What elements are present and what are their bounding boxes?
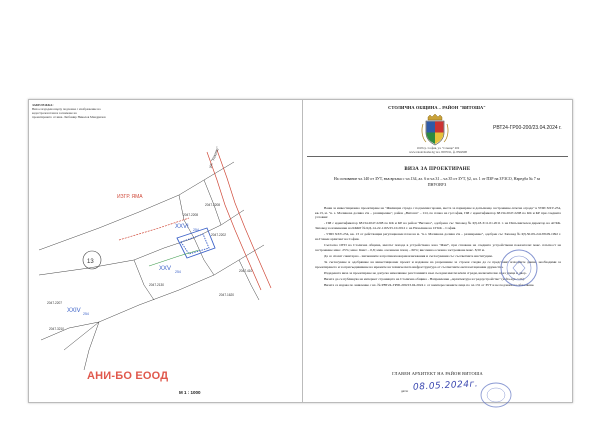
plan-note-line: Виза е издадена върху подложка с изображение на <box>32 107 101 111</box>
label-izgr: ИЗГР. ЯМА <box>117 194 143 200</box>
chief-architect-title: ГЛАВЕН АРХИТЕКТ НА РАЙОН ВИТОША <box>392 371 483 376</box>
document-sheet <box>28 99 573 403</box>
map-boundary-line <box>134 260 154 300</box>
body-paragraph: Издадената виза за проектиране не допуска намаляване разстоянията към съседни имоти и/или сгради, включително през улица и двор. <box>324 270 527 275</box>
label-xxiv-sub: 254 <box>83 312 89 316</box>
label-xxvi-sub: 254 <box>193 228 199 232</box>
map-scale: М 1 : 1000 <box>179 390 201 395</box>
label-parcel: 2047.410 <box>239 269 253 273</box>
label-xxiv: XXIV <box>67 308 81 314</box>
date-label: дата: <box>401 389 409 393</box>
label-xxvi: XXVI <box>175 224 189 230</box>
body-paragraph: - ПИ с идентификатор 68134.2047.2208 по КК и КР на район "Витоша", одобрена със Заповед № РД-18-3/11.01.2011 г. на Изпълнителен директор на АГКК. Заповед за изменение на КККР № КД-14-22-1165/25.10.2012 г. на Началник на СГКК – София. <box>315 221 561 230</box>
plan-note-line: ЗАБЕЛЕЖКА: <box>32 103 54 107</box>
label-xxv-sub: 254 <box>175 270 181 274</box>
label-parcel: 2047.2208 <box>205 203 221 207</box>
map-boundary-line <box>194 238 214 275</box>
header-rule <box>307 156 568 157</box>
plan-note-line: кадастрален план и заснемане на <box>32 111 77 115</box>
cadastral-map <box>29 100 302 402</box>
official-stamp-icon <box>479 380 513 410</box>
label-parcel: 2047.2202 <box>211 233 227 237</box>
body-paragraph: - УПИ XXV-254, кв. 13 от действащия регулационен план на м. "в.з. Малинова долина 2А – разширение", одобрен със Заповед № РД-50-09-241/08.09.1992 г. на Главен архитект на София. <box>315 232 561 241</box>
label-street: ул. "Кокиче" <box>207 145 221 169</box>
label-parcel: 2047.3210 <box>49 327 65 331</box>
sofia-crest-icon <box>420 114 450 146</box>
plan-note-line: проектирането от инж. Любомир Николов Мандрилов <box>32 115 106 119</box>
registration-number: РВТ24-ГР00-200/23.04.2024 г. <box>493 125 562 131</box>
body-paragraph: За съгласуване и одобряване на инвестиционен проект и издаване на разрешение за строеж следва да се представят изходните данни, необходими за проектирането и за присъединяване на мрежите на техническата инфраструктура от съответните експлоатационни дружества. <box>315 259 561 269</box>
document-title: ВИЗА ЗА ПРОЕКТИРАНЕ <box>404 167 471 172</box>
map-boundary-line <box>84 322 99 370</box>
address-line: 1618 гр. София, ул. "Слънце" 202 <box>416 146 460 150</box>
handwritten-date: 08.05.2024г. <box>412 379 479 393</box>
official-stamp-icon <box>499 248 539 288</box>
address-line: www.raionvitosha.bg тел. 9597011, ф. 8562908 <box>409 150 467 154</box>
body-paragraph: Визата да се публикува на интернет страницата на Столична община - Направление „Архитектура и градоустройство" (sofia-agk.com). <box>324 276 525 281</box>
municipality-address <box>373 146 503 154</box>
label-parcel: 2047.2130 <box>149 283 165 287</box>
map-boundary-line <box>239 260 259 300</box>
letter-panel <box>303 100 572 402</box>
company-name: АНИ-БО ЕООД <box>87 370 169 382</box>
street-line <box>207 152 261 290</box>
plan-panel <box>29 100 302 402</box>
body-paragraph: Да се спазят санитарно - хигиенните и противопожарни изисквания и съгласувания със съответните институции. <box>324 253 493 258</box>
label-block: 13 <box>87 259 94 265</box>
label-parcel: 2047.1620 <box>219 293 235 297</box>
legal-basis: На основание чл.140 от ЗУТ, във връзка с чл.134, ал. 6 и чл.31 – чл.35 от ЗУТ, §2, ал. 1 от ПЗР на ЗУЗСО, Наредба № 7 за ПНУОВУЗ <box>333 176 541 187</box>
body-paragraph: Важи за инвестиционно проектиране на "Жилищна сграда с подземни гаражи, места за паркиране и допълващо застрояване-плътна ограда" в УПИ XXV-254, кв.13, м. "в. з. Малинова долина 2А – разширение", район „Витоша" – СО, по плана на гр.София, ПИ с идентификатор 68134.2047.2208 по КК и КР при следните условия: <box>315 206 561 220</box>
label-xxv: XXV <box>159 266 172 272</box>
label-parcel: 2047.2208 <box>183 213 199 217</box>
label-parcel: 2047.2207 <box>47 301 63 305</box>
map-boundary-line <box>41 322 99 340</box>
street-line <box>217 150 271 288</box>
body-paragraph: Съгласно ОУП на Столична община, имотът попада в устройствена зона "Жм2", при спазване на следните устройствени показатели: макс. плътност на застрояване макс. 25%; макс. Кинт – 0,8; мин. озеленена площ – 60%; височина основно застрояване макс. 8,50 м. <box>315 242 561 252</box>
body-paragraph: Визата се издава по заявление с вх. № РВТ24-ГР00-200/23.04.2024 г. от заинтересованите лица по чл.131 от ЗУТ и не подлежи на обжалване. <box>324 283 535 288</box>
municipality-header: СТОЛИЧНА ОБЩИНА – РАЙОН "ВИТОША" <box>388 105 486 110</box>
green-zone-line <box>149 250 199 266</box>
